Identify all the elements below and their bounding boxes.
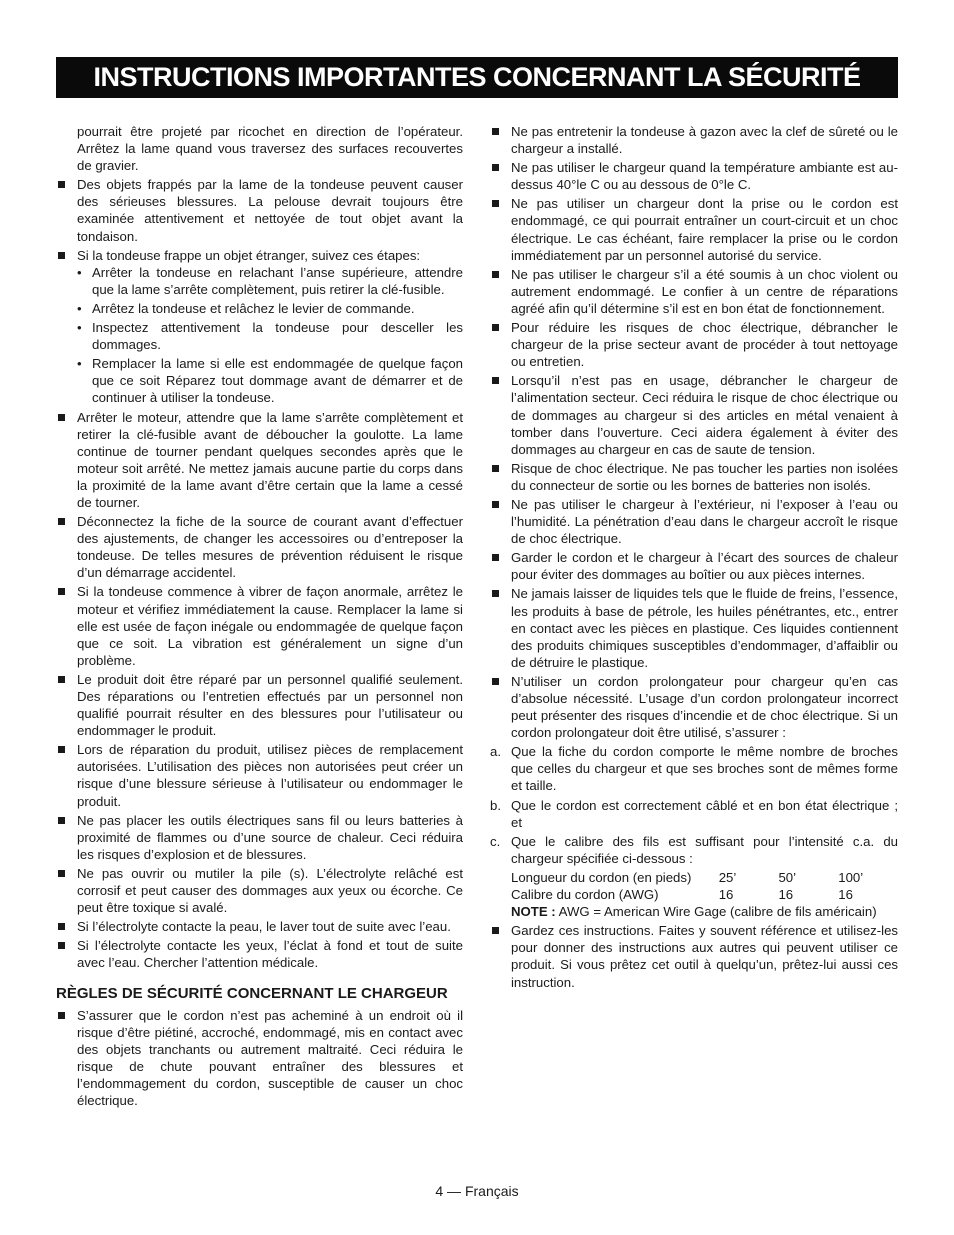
alpha-letter: a. (490, 744, 501, 760)
bullet-text: N’utiliser un cordon prolongateur pour chargeur qu’en cas d’absolue nécessité. L’usage d’un cordon prolongateur incorrect peut présenter des risques d’incendie et de choc électrique. Si un cordon prolongateur doit être utilisé, s’assurer : (511, 673, 898, 741)
bullet-item: Gardez ces instructions. Faites y souvent référence et utilisez-les pour donner des instructions aux autres qui peuvent utiliser ce produit. Si vous prêtez cet outil à quelqu’un, prêtez-lui aussi ces instruction. (490, 922, 898, 990)
bullet-item: Garder le cordon et le chargeur à l’écart des sources de chaleur pour éviter des dommages au boîtier ou aux pièces internes. (490, 549, 898, 583)
bullet-item: Risque de choc électrique. Ne pas toucher les parties non isolées du connecteur de sortie ou les bornes de batteries non isolés. (490, 460, 898, 494)
bullet-item (56, 247, 463, 407)
gauge-cell: 16 (778, 887, 794, 903)
note-text: AWG = American Wire Gage (calibre de fils américain) (555, 904, 877, 920)
bullet-item (490, 673, 898, 741)
bullet-item: Ne pas utiliser le chargeur à l’extérieur, ni l’exposer à l’eau ou l’humidité. La pénétration d’eau dans le chargeur accroît le risque de choc électrique. (490, 496, 898, 547)
alpha-letter: b. (490, 797, 501, 813)
gauge-row-label: Calibre du cordon (AWG) (511, 887, 659, 903)
bullet-item: Lorsqu’il n’est pas en usage, débrancher le chargeur de l’alimentation secteur. Ceci réduira le risque de choc électrique ou de dommages au chargeur si des articles en métal venaient à tomber dans l’ouverture. Ceci aidera également à éviter des dommages au chargeur en cas de saute de tension. (490, 372, 898, 457)
bullet-item: Ne pas placer les outils électriques sans fil ou leurs batteries à proximité de flammes ou d’une source de chaleur. Ceci réduira les risques d’explosion et de blessures. (56, 812, 463, 863)
bullet-item: Si l’électrolyte contacte la peau, le laver tout de suite avec l’eau. (56, 918, 463, 935)
gauge-row-awg (511, 886, 898, 903)
alpha-text: Que le cordon est correctement câblé et en bon état électrique ; et (511, 797, 898, 830)
sub-item: • Remplacer la lame si elle est endommagée de quelque façon que ce soit Réparez tout dommage avant de démarrer et de continuer à utiliser la tondeuse. (77, 355, 463, 406)
alpha-letter: c. (490, 833, 501, 849)
bullet-item: Ne pas entretenir la tondeuse à gazon avec la clef de sûreté ou le chargeur a installé. (490, 123, 898, 157)
page-title: INSTRUCTIONS IMPORTANTES CONCERNANT LA SÉCURITÉ (56, 57, 898, 98)
alpha-text: Que le calibre des fils est suffisant pour l’intensité c.a. du chargeur spécifiée ci-dessous : (511, 833, 898, 866)
continued-paragraph: pourrait être projeté par ricochet en direction de l’opérateur. Arrêtez la lame quand vous traversez des surfaces recouvertes de gravier. (77, 124, 463, 174)
bullet-item: Ne pas utiliser le chargeur s’il a été soumis à un choc violent ou autrement endommagé. Le confier à un centre de réparations agréé afin qu’il détermine s’il est en bon état de fonctionnement. (490, 266, 898, 317)
bullet-item: Ne jamais laisser de liquides tels que le fluide de freins, l’essence, les produits à base de pétrole, les huiles pénétrantes, etc., entrer en contact avec les pièces en plastique. Ces liquides contiennent des produits chimiques susceptibles d’endommager, d’affaiblir ou de détruire le plastique. (490, 585, 898, 670)
bullet-item: Ne pas utiliser un chargeur dont la prise ou le cordon est endommagé, ce qui pourrait entraîner un court-circuit et un choc électrique. Le cas échéant, faire remplacer la prise ou le cordon immédiatement par un personnel autorisé du service. (490, 195, 898, 263)
note-label: NOTE : (511, 904, 556, 920)
bullet-item: Des objets frappés par la lame de la tondeuse peuvent causer des sérieuses blessures. La pelouse devrait toujours être examinée attentivement et nettoyée de tout objet avant la tondaison. (56, 176, 463, 244)
gauge-cell: 100’ (838, 869, 864, 885)
sub-item: • Arrêtez la tondeuse et relâchez le levier de commande. (77, 300, 463, 317)
gauge-row-label: Longueur du cordon (en pieds) (511, 869, 692, 885)
sub-list (77, 264, 463, 407)
bullet-item: Ne pas ouvrir ou mutiler la pile (s). L’électrolyte relâché est corrosif et peut causer des dommages aux yeux ou écorche. Ce peut être toxique si avalé. (56, 865, 463, 916)
left-column (56, 123, 463, 1111)
page-footer: 4 — Français (435, 1183, 519, 1199)
bullet-item: Pour réduire les risques de choc électrique, débrancher le chargeur de la prise secteur avant de procéder à tout nettoyage ou entretien. (490, 319, 898, 370)
alpha-list (490, 743, 898, 867)
bullet-item: Arrêter le moteur, attendre que la lame s’arrête complètement et retirer la clé-fusible avant de déboucher la goulotte. La lame continue de tourner pendant quelques secondes après que le moteur soit arrêté. Ne mettez jamais aucune partie du corps dans la proximité de la lame avant d’être certain que la lame a cessé de tourner. (56, 409, 463, 512)
bullet-text: Si la tondeuse frappe un objet étranger, suivez ces étapes: (77, 247, 421, 263)
gauge-cell: 25’ (718, 869, 737, 885)
bullet-item: Lors de réparation du produit, utilisez pièces de remplacement autorisées. L’utilisation des pièces non autorisées peut créer un risque d’une blessure sérieuse à l’utilisateur ou endommager le produit. (56, 741, 463, 809)
gauge-row-length (511, 869, 898, 886)
alpha-text: Que la fiche du cordon comporte le même nombre de broches que celles du chargeur et que ses broches sont de mêmes forme et taille. (511, 744, 898, 794)
sub-item: • Arrêter la tondeuse en relachant l’anse supérieure, attendre que la lame s’arrête complètement, puis retirer la clé-fusible. (77, 264, 463, 298)
bullet-item: Le produit doit être réparé par un personnel qualifié seulement. Des réparations ou l’entretien effectués par un personnel non qualifié pourrait résulter en des blessures pour l’utilisateur ou endommager le produit. (56, 671, 463, 739)
note-paragraph (490, 903, 898, 920)
right-column (490, 123, 898, 993)
gauge-cell: 16 (838, 887, 853, 903)
section-heading: RÈGLES DE SÉCURITÉ CONCERNANT LE CHARGEUR (56, 984, 448, 1002)
gauge-cell: 50’ (778, 869, 797, 885)
alpha-item (490, 833, 898, 867)
gauge-table (490, 869, 898, 903)
alpha-item (490, 797, 898, 831)
bullet-item: Déconnectez la fiche de la source de courant avant d’effectuer des ajustements, de changer les accessoires ou d’entreposer la tondeuse. De telles mesures de prévention réduisent le risque d’un démarrage accidentel. (56, 513, 463, 581)
alpha-item (490, 743, 898, 794)
bullet-item: Si la tondeuse commence à vibrer de façon anormale, arrêtez le moteur et vérifiez immédiatement la cause. Remplacer la lame si elle est usée de façon inégale ou endommagée de quelque façon que ce soit. La vibration est généralement un signe d’un problème. (56, 583, 463, 668)
bullet-item: Ne pas utiliser le chargeur quand la température ambiante est au-dessus 40°le C ou au dessous de 0°le C. (490, 159, 898, 193)
bullet-item: Si l’électrolyte contacte les yeux, l’éclat à fond et tout de suite avec l’eau. Chercher l’attention médicale. (56, 937, 463, 971)
sub-item: • Inspectez attentivement la tondeuse pour desceller les dommages. (77, 319, 463, 353)
bullet-item: S’assurer que le cordon n’est pas acheminé à un endroit où il risque d’être piétiné, accroché, endommagé, mis en contact avec des objets tranchants ou autrement maltraité. Ceci réduira le risque de chute pouvant entraîner des blessures et l’endommagement du cordon, susceptible de causer un choc électrique. (56, 1007, 463, 1110)
gauge-cell: 16 (718, 887, 734, 903)
